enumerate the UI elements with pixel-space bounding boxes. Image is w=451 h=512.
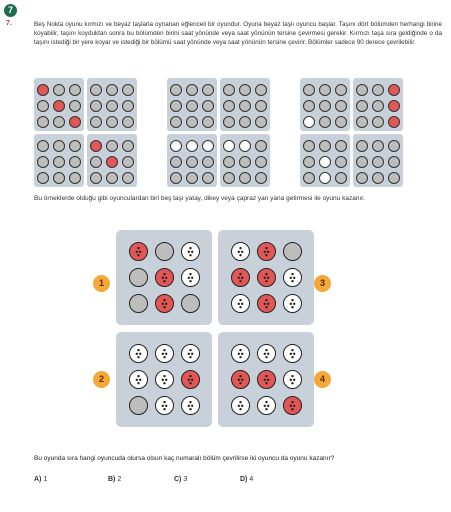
empty-hole: [255, 172, 267, 184]
white-stone: [231, 344, 250, 363]
empty-hole: [335, 100, 347, 112]
question-text: Beş Nokta oyunu kırmızı ve beyaz taşlarla oynanan eğlenceli bir oyundur. Oyuna beyaz taşlı oyuncu başlar. Taşını dört bölümden herhangi birine koyabilir, taşını koyduktan sonra bu bölümden birini saat yönünde veya saat yönünün tersine çevirmesi gerekir. Kırmızı taşa sıra geldiğinde o da taşını istediği bir yere koyar ve istediği bir bölümü saat yönünde veya saat yönünün tersine çevirir. Bölümler sadece 90 derece çevrilebilir.: [34, 21, 442, 46]
board-section-4: [218, 332, 314, 427]
empty-hole: [90, 156, 102, 168]
stone-dots-icon: [182, 243, 199, 260]
empty-hole: [319, 84, 331, 96]
empty-hole: [255, 84, 267, 96]
stone-dots-icon: [232, 371, 249, 388]
example-board-2-top: [167, 78, 270, 131]
empty-hole: [170, 172, 182, 184]
example-board-1-bottom: [34, 134, 137, 187]
red-stone: [257, 242, 276, 261]
empty-hole: [122, 156, 134, 168]
board-section-1: [116, 230, 212, 325]
white-stone: [223, 140, 235, 152]
empty-hole: [170, 156, 182, 168]
empty-hole: [202, 84, 214, 96]
red-stone: [257, 370, 276, 389]
option-letter: A): [34, 476, 42, 483]
stone-dots-icon: [156, 397, 173, 414]
mini-panel: [300, 134, 350, 187]
stone-dots-icon: [130, 345, 147, 362]
empty-hole: [239, 156, 251, 168]
empty-hole: [319, 100, 331, 112]
white-stone: [181, 396, 200, 415]
empty-hole: [69, 140, 81, 152]
empty-hole: [303, 156, 315, 168]
empty-hole: [388, 140, 400, 152]
stone-dots-icon: [182, 371, 199, 388]
red-stone: [257, 268, 276, 287]
empty-hole: [106, 140, 118, 152]
section-label-2: 2: [93, 371, 110, 388]
empty-hole: [319, 116, 331, 128]
stone-dots-icon: [130, 243, 147, 260]
empty-hole: [388, 156, 400, 168]
empty-hole: [372, 116, 384, 128]
empty-hole: [170, 84, 182, 96]
white-stone: [283, 294, 302, 313]
stone-dots-icon: [182, 269, 199, 286]
white-stone: [181, 242, 200, 261]
empty-hole: [37, 156, 49, 168]
empty-hole: [335, 172, 347, 184]
empty-hole: [37, 100, 49, 112]
red-stone: [388, 84, 400, 96]
red-stone: [155, 294, 174, 313]
empty-hole: [356, 172, 368, 184]
white-stone: [129, 344, 148, 363]
empty-hole: [186, 116, 198, 128]
empty-hole: [170, 116, 182, 128]
option-letter: B): [108, 476, 116, 483]
white-stone: [129, 370, 148, 389]
empty-hole: [186, 100, 198, 112]
red-stone: [106, 156, 118, 168]
white-stone: [231, 242, 250, 261]
stone-dots-icon: [284, 397, 301, 414]
stone-dots-icon: [182, 397, 199, 414]
white-stone: [155, 396, 174, 415]
empty-hole: [239, 84, 251, 96]
mini-panel: [87, 78, 137, 131]
empty-hole: [122, 172, 134, 184]
example-row-top: [34, 78, 403, 131]
empty-hole: [90, 100, 102, 112]
red-stone: [257, 294, 276, 313]
empty-hole: [186, 156, 198, 168]
empty-hole: [202, 172, 214, 184]
white-stone: [257, 396, 276, 415]
example-board-2-bottom: [167, 134, 270, 187]
empty-hole: [122, 100, 134, 112]
stone-dots-icon: [232, 243, 249, 260]
empty-hole: [181, 294, 200, 313]
white-stone: [155, 370, 174, 389]
empty-hole: [202, 156, 214, 168]
empty-hole: [106, 172, 118, 184]
stone-dots-icon: [258, 345, 275, 362]
stone-dots-icon: [258, 371, 275, 388]
empty-hole: [90, 172, 102, 184]
option-letter: C): [174, 476, 182, 483]
white-stone: [202, 140, 214, 152]
empty-hole: [90, 116, 102, 128]
option-value: 4: [249, 476, 254, 483]
empty-hole: [106, 84, 118, 96]
empty-hole: [53, 140, 65, 152]
empty-hole: [372, 84, 384, 96]
stone-dots-icon: [284, 345, 301, 362]
white-stone: [283, 344, 302, 363]
empty-hole: [37, 140, 49, 152]
empty-hole: [372, 100, 384, 112]
empty-hole: [186, 172, 198, 184]
empty-hole: [356, 156, 368, 168]
red-stone: [69, 116, 81, 128]
empty-hole: [303, 140, 315, 152]
empty-hole: [255, 100, 267, 112]
empty-hole: [223, 116, 235, 128]
empty-hole: [255, 140, 267, 152]
mini-panel: [87, 134, 137, 187]
empty-hole: [129, 294, 148, 313]
empty-hole: [106, 116, 118, 128]
stone-dots-icon: [156, 295, 173, 312]
empty-hole: [356, 100, 368, 112]
option-a[interactable]: [34, 476, 47, 483]
empty-hole: [69, 156, 81, 168]
option-letter: D): [240, 476, 248, 483]
empty-hole: [335, 156, 347, 168]
red-stone: [53, 100, 65, 112]
empty-hole: [255, 116, 267, 128]
question-prompt: Bu oyunda sıra hangi oyuncuda olursa olsun kaç numaralı bölüm çevrilirse iki oyuncu da oyunu kazanır?: [34, 455, 335, 462]
red-stone: [181, 370, 200, 389]
empty-hole: [356, 84, 368, 96]
empty-hole: [372, 172, 384, 184]
white-stone: [303, 116, 315, 128]
stone-dots-icon: [156, 345, 173, 362]
white-stone: [155, 344, 174, 363]
empty-hole: [202, 116, 214, 128]
example-row-bottom: [34, 134, 403, 187]
empty-hole: [53, 156, 65, 168]
empty-hole: [335, 116, 347, 128]
stone-dots-icon: [284, 269, 301, 286]
empty-hole: [186, 84, 198, 96]
empty-hole: [129, 268, 148, 287]
stone-dots-icon: [182, 345, 199, 362]
empty-hole: [303, 100, 315, 112]
red-stone: [90, 140, 102, 152]
stone-dots-icon: [258, 269, 275, 286]
empty-hole: [303, 172, 315, 184]
red-stone: [231, 268, 250, 287]
empty-hole: [69, 84, 81, 96]
option-value: 1: [43, 476, 48, 483]
empty-hole: [319, 140, 331, 152]
stone-dots-icon: [130, 371, 147, 388]
red-stone: [283, 396, 302, 415]
white-stone: [239, 140, 251, 152]
red-stone: [129, 242, 148, 261]
empty-hole: [223, 156, 235, 168]
white-stone: [257, 344, 276, 363]
empty-hole: [388, 172, 400, 184]
stone-dots-icon: [156, 269, 173, 286]
empty-hole: [223, 100, 235, 112]
stone-dots-icon: [156, 371, 173, 388]
white-stone: [231, 396, 250, 415]
empty-hole: [303, 84, 315, 96]
empty-hole: [356, 140, 368, 152]
white-stone: [283, 268, 302, 287]
mini-panel: [167, 134, 217, 187]
empty-hole: [53, 172, 65, 184]
empty-hole: [356, 116, 368, 128]
empty-hole: [372, 156, 384, 168]
example-board-3-bottom: [300, 134, 403, 187]
empty-hole: [129, 396, 148, 415]
empty-hole: [106, 100, 118, 112]
empty-hole: [239, 100, 251, 112]
example-board-1-top: [34, 78, 137, 131]
empty-hole: [53, 116, 65, 128]
mini-panel: [34, 134, 84, 187]
mini-panel: [300, 78, 350, 131]
stone-dots-icon: [258, 295, 275, 312]
white-stone: [186, 140, 198, 152]
stone-dots-icon: [284, 295, 301, 312]
empty-hole: [223, 84, 235, 96]
board-section-3: [218, 230, 314, 325]
section-label-3: 3: [314, 275, 331, 292]
empty-hole: [202, 100, 214, 112]
mini-panel: [220, 134, 270, 187]
stone-dots-icon: [232, 345, 249, 362]
mini-panel: [34, 78, 84, 131]
empty-hole: [239, 172, 251, 184]
empty-hole: [372, 140, 384, 152]
empty-hole: [239, 116, 251, 128]
empty-hole: [69, 100, 81, 112]
stone-dots-icon: [232, 269, 249, 286]
red-stone: [155, 268, 174, 287]
white-stone: [283, 370, 302, 389]
option-b[interactable]: [108, 476, 121, 483]
empty-hole: [37, 116, 49, 128]
white-stone: [170, 140, 182, 152]
stone-dots-icon: [284, 371, 301, 388]
main-game-board: [116, 230, 332, 458]
board-section-2: [116, 332, 212, 427]
empty-hole: [223, 172, 235, 184]
empty-hole: [335, 140, 347, 152]
empty-hole: [170, 100, 182, 112]
mini-panel: [167, 78, 217, 131]
option-d[interactable]: [240, 476, 253, 483]
white-stone: [181, 344, 200, 363]
question-number: 7.: [6, 20, 12, 27]
mini-panel: [353, 134, 403, 187]
option-value: 3: [183, 476, 188, 483]
mini-panel: [353, 78, 403, 131]
empty-hole: [90, 84, 102, 96]
empty-hole: [53, 84, 65, 96]
empty-hole: [122, 84, 134, 96]
option-c[interactable]: [174, 476, 187, 483]
stone-dots-icon: [258, 243, 275, 260]
red-stone: [388, 116, 400, 128]
section-label-1: 1: [93, 275, 110, 292]
red-stone: [37, 84, 49, 96]
empty-hole: [122, 116, 134, 128]
red-stone: [388, 100, 400, 112]
white-stone: [319, 172, 331, 184]
stone-dots-icon: [232, 397, 249, 414]
empty-hole: [283, 242, 302, 261]
red-stone: [231, 370, 250, 389]
option-value: 2: [117, 476, 122, 483]
empty-hole: [155, 242, 174, 261]
empty-hole: [69, 172, 81, 184]
empty-hole: [255, 156, 267, 168]
empty-hole: [335, 84, 347, 96]
example-board-3-top: [300, 78, 403, 131]
white-stone: [181, 268, 200, 287]
white-stone: [231, 294, 250, 313]
stone-dots-icon: [258, 397, 275, 414]
rule-caption: Bu örneklerde olduğu gibi oyunculardan biri beş taşı yatay, dikey veya çapraz yan yana getirmesi ile oyunu kazanır.: [34, 195, 365, 202]
section-label-4: 4: [314, 371, 331, 388]
empty-hole: [37, 172, 49, 184]
white-stone: [319, 156, 331, 168]
question-badge: 7: [4, 4, 17, 17]
stone-dots-icon: [232, 295, 249, 312]
empty-hole: [122, 140, 134, 152]
mini-panel: [220, 78, 270, 131]
